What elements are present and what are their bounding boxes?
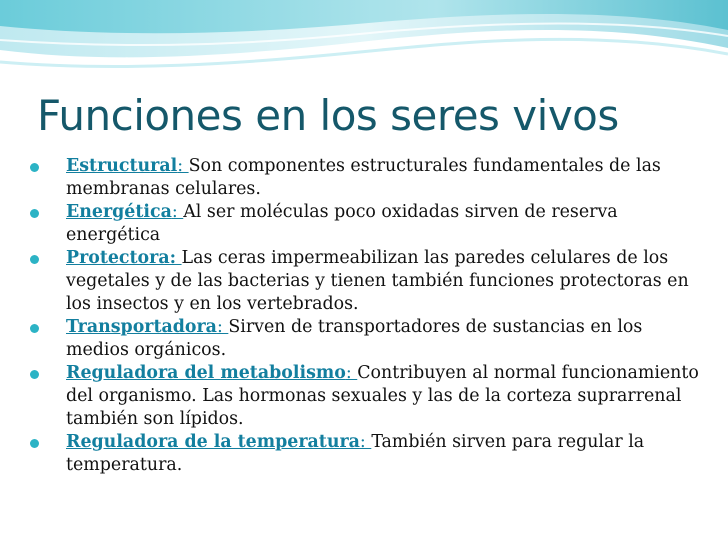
bullet-icon — [30, 439, 39, 448]
function-description: Las ceras impermeabilizan las paredes celulares de los vegetales y de las bacterias y tienen también funciones protectoras en los insectos y en los vertebrados. — [66, 248, 689, 314]
list-item — [20, 431, 700, 476]
bullet-icon — [30, 163, 39, 172]
bullet-icon — [30, 370, 39, 379]
bullet-icon — [30, 209, 39, 218]
term-separator: : — [359, 432, 372, 453]
function-list — [20, 155, 700, 477]
term-separator: : — [216, 317, 229, 338]
term-separator: : — [171, 202, 184, 223]
function-term: Estructural — [66, 156, 178, 176]
list-item — [20, 201, 700, 246]
function-description: También sirven para regular la temperatura. — [66, 432, 645, 475]
function-term: Reguladora del metabolismo — [66, 363, 346, 384]
function-term: Protectora: — [66, 248, 177, 269]
function-description: Contribuyen al normal funcionamiento del organismo. Las hormonas sexuales y las de la corteza suprarrenal también son lípidos. — [66, 363, 699, 429]
function-description: Sirven de transportadores de sustancias en los medios orgánicos. — [66, 317, 643, 360]
term-separator: : — [345, 363, 358, 384]
header-wave-decoration — [0, 0, 728, 95]
term-separator: : — [177, 156, 189, 176]
list-item — [20, 155, 700, 200]
list-item — [20, 316, 700, 361]
function-description: Al ser moléculas poco oxidadas sirven de reserva energética — [66, 202, 618, 245]
list-item — [20, 247, 700, 315]
function-term: Reguladora de la temperatura — [66, 432, 360, 453]
list-item — [20, 362, 700, 430]
slide-title: Funciones en los seres vivos — [37, 91, 619, 140]
bullet-icon — [30, 255, 39, 264]
function-description: Son componentes estructurales fundamentales de las membranas celulares. — [66, 156, 661, 199]
function-term: Transportadora — [66, 317, 217, 338]
bullet-icon — [30, 324, 39, 333]
function-term: Energética — [66, 202, 172, 223]
